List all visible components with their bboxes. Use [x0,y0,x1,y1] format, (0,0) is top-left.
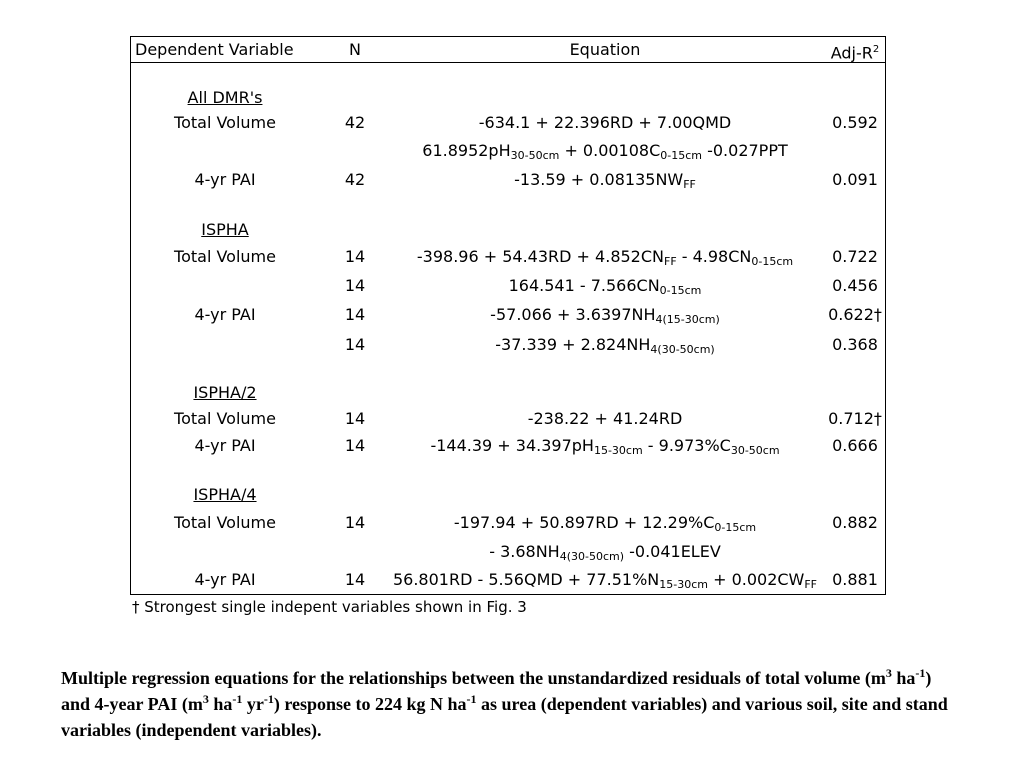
row-dependent-variable: 4-yr PAI [194,570,256,589]
row-dependent-variable: Total Volume [174,113,276,132]
row-dependent-variable: 4-yr PAI [194,305,256,324]
header-n: N [349,40,361,59]
row-n: 14 [344,436,366,455]
equation-subscript: 15-30cm [659,578,708,591]
caption-text: ha [208,694,233,714]
row-adj-r2: 0.592 [832,113,878,132]
regression-table [130,36,886,595]
row-equation [454,514,756,537]
equation-text: -634.1 + 22.396RD + 7.00QMD [478,113,732,132]
row-dependent-variable: Total Volume [174,513,276,532]
row-equation [393,571,817,594]
row-n: 14 [344,305,366,324]
equation-subscript: 4(15-30cm) [655,313,720,326]
equation-text: - 4.98CN [676,247,752,266]
table-footnote: † Strongest single indepent variables shown in Fig. 3 [132,598,527,616]
equation-subscript: 15-30cm [593,444,643,457]
caption-text: ) response to 224 kg N ha [273,694,467,714]
row-equation [430,437,779,460]
section-title: ISPHA/2 [193,383,257,402]
row-adj-r2: 0.666 [832,436,878,455]
caption-superscript: -1 [263,692,274,706]
row-adj-r2: 0.712† [828,409,882,428]
equation-text: - 3.68NH [489,542,560,561]
caption-superscript: -1 [466,692,477,706]
header-dependent-variable: Dependent Variable [135,40,294,59]
equation-text: 164.541 - 7.566CN [508,276,660,295]
equation-text: -57.066 + 3.6397NH [490,305,656,324]
row-dependent-variable: 4-yr PAI [194,170,256,189]
equation-text: -398.96 + 54.43RD + 4.852CN [416,247,664,266]
row-n: 42 [344,170,366,189]
caption-text: Multiple regression equations for the relationships between the unstandardized residuals of total volume (m [61,668,886,688]
equation-subscript: 0-15cm [660,149,703,162]
row-equation [509,277,702,300]
equation-subscript: FF [683,178,696,191]
row-adj-r2: 0.881 [832,570,878,589]
figure-caption [61,665,961,743]
row-adj-r2: 0.722 [832,247,878,266]
row-n: 14 [344,247,366,266]
row-n: 14 [344,276,366,295]
row-dependent-variable: Total Volume [174,409,276,428]
row-adj-r2: 0.091 [832,170,878,189]
row-equation [422,142,787,165]
equation-subscript: 30-50cm [510,149,560,162]
section-title: All DMR's [187,88,263,107]
row-equation [479,114,732,132]
equation-text: 56.801RD - 5.56QMD + 77.51%N [392,570,660,589]
caption-text: ha [891,668,916,688]
row-equation [514,171,696,194]
row-dependent-variable: Total Volume [174,247,276,266]
caption-text: as urea (dependent variables) and various soil, site and stand variables (independent variables). [61,694,948,740]
header-adj-r2: Adj-$R^2$ [830,43,880,63]
row-adj-r2: 0.622† [828,305,882,324]
row-n: 14 [344,570,366,589]
equation-subscript: 0-15cm [751,255,794,268]
row-equation [489,543,721,566]
row-equation [417,248,793,271]
section-title: ISPHA [201,220,249,239]
equation-text: -0.027PPT [702,141,788,160]
equation-subscript: 30-50cm [730,444,780,457]
caption-superscript: -1 [232,692,243,706]
row-adj-r2: 0.368 [832,335,878,354]
equation-text: -13.59 + 0.08135NW [514,170,684,189]
equation-text: 61.8952pH [422,141,511,160]
equation-text: -144.39 + 34.397pH [430,436,594,455]
caption-text: yr [242,694,264,714]
row-adj-r2: 0.882 [832,513,878,532]
caption-superscript: 3 [202,692,209,706]
equation-subscript: 0-15cm [659,284,702,297]
caption-superscript: 3 [885,666,892,680]
equation-text: - 9.973%C [642,436,731,455]
row-n: 14 [344,513,366,532]
header-divider [131,62,885,63]
equation-text: + 0.00108C [559,141,661,160]
equation-subscript: 4(30-50cm) [559,550,625,563]
equation-text: -0.041ELEV [624,542,721,561]
caption-text: ) and 4-year PAI (m [61,668,932,714]
section-title: ISPHA/4 [193,485,257,504]
equation-subscript: FF [664,255,677,268]
equation-subscript: 0-15cm [714,521,757,534]
equation-text: -197.94 + 50.897RD + 12.29%C [453,513,715,532]
row-adj-r2: 0.456 [832,276,878,295]
equation-text: + 0.002CW [707,570,805,589]
equation-text: -37.339 + 2.824NH [495,335,651,354]
row-equation [495,336,714,359]
equation-subscript: FF [804,578,818,591]
row-n: 14 [344,335,366,354]
equation-text: -238.22 + 41.24RD [527,409,683,428]
caption-superscript: -1 [915,666,926,680]
row-equation [490,306,720,329]
row-equation [528,410,683,428]
row-n: 42 [344,113,366,132]
equation-subscript: 4(30-50cm) [650,343,715,356]
row-n: 14 [344,409,366,428]
row-dependent-variable: 4-yr PAI [194,436,256,455]
header-equation: Equation [569,40,641,59]
